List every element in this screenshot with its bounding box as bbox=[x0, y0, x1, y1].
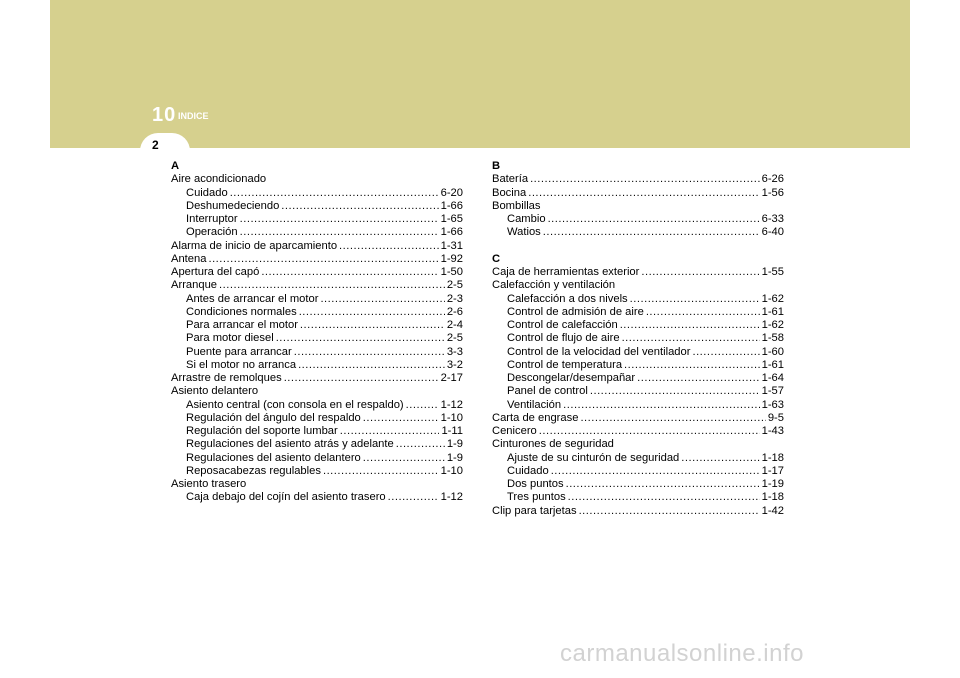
section-letter: B bbox=[492, 160, 501, 172]
index-entry-label: Panel de control bbox=[507, 385, 588, 398]
dot-leader bbox=[530, 173, 760, 186]
index-entry bbox=[171, 253, 463, 266]
index-heading: Cinturones de seguridad bbox=[492, 438, 614, 451]
index-entry-label: Interruptor bbox=[186, 213, 238, 225]
dot-leader bbox=[396, 438, 445, 451]
index-entry-label: Control de calefacción bbox=[507, 319, 618, 331]
index-entry bbox=[171, 319, 463, 332]
dot-leader bbox=[620, 319, 760, 332]
dot-leader bbox=[276, 332, 445, 345]
dot-leader bbox=[363, 452, 445, 465]
index-heading: Bombillas bbox=[492, 199, 541, 212]
dot-leader bbox=[298, 359, 445, 372]
index-entry-page: 3-2 bbox=[446, 358, 463, 371]
index-entry-page: 1-55 bbox=[761, 266, 784, 278]
index-entry-page: 6-33 bbox=[761, 213, 784, 225]
index-entry-label: Operación bbox=[186, 226, 238, 239]
index-entry bbox=[171, 200, 463, 213]
section-letter: C bbox=[492, 252, 501, 265]
index-entry bbox=[492, 226, 784, 239]
index-entry bbox=[492, 266, 784, 279]
index-entry bbox=[492, 385, 784, 398]
dot-leader bbox=[299, 306, 445, 319]
dot-leader bbox=[624, 359, 760, 372]
dot-leader bbox=[284, 372, 439, 385]
index-entry bbox=[171, 346, 463, 359]
index-entry-label: Control de admisión de aire bbox=[507, 305, 644, 318]
index-entry-page: 1-9 bbox=[446, 438, 463, 451]
index-entry-page: 1-92 bbox=[440, 252, 463, 265]
index-entry-page: 2-17 bbox=[440, 372, 463, 384]
dot-leader bbox=[340, 425, 440, 438]
index-entry bbox=[492, 319, 784, 332]
index-entry-label: Bocina bbox=[492, 186, 527, 199]
dot-leader bbox=[548, 213, 760, 226]
dot-leader bbox=[563, 399, 759, 412]
index-entry bbox=[171, 213, 463, 226]
section-letter: A bbox=[171, 160, 180, 172]
dot-leader bbox=[300, 319, 445, 332]
index-entry-page: 1-65 bbox=[440, 213, 463, 225]
index-entry bbox=[492, 187, 784, 200]
index-entry-label: Si el motor no arranca bbox=[186, 358, 297, 371]
chapter-number: 10 bbox=[152, 104, 177, 126]
index-entry bbox=[171, 226, 463, 239]
dot-leader bbox=[208, 253, 438, 266]
dot-leader bbox=[681, 452, 759, 465]
dot-leader bbox=[566, 478, 760, 491]
index-entry bbox=[171, 187, 463, 200]
chapter-title: INDICE bbox=[178, 111, 209, 121]
index-entry-label: Asiento central (con consola en el respaldo) bbox=[186, 398, 404, 411]
index-entry-label: Regulación del ángulo del respaldo bbox=[186, 411, 361, 424]
index-entry-page: 2-6 bbox=[446, 305, 463, 318]
index-entry bbox=[492, 491, 784, 504]
index-entry-page: 1-31 bbox=[440, 239, 463, 252]
index-entry bbox=[171, 465, 463, 478]
dot-leader bbox=[551, 465, 760, 478]
watermark: carmanualsonline.info bbox=[560, 640, 804, 667]
index-entry-label: Cenicero bbox=[492, 425, 537, 437]
index-entry bbox=[171, 412, 463, 425]
index-entry-label: Caja de herramientas exterior bbox=[492, 266, 640, 278]
index-entry-page: 6-40 bbox=[761, 226, 784, 239]
index-entry bbox=[492, 293, 784, 306]
index-entry bbox=[171, 491, 463, 504]
index-heading: Asiento delantero bbox=[171, 385, 259, 398]
index-entry bbox=[171, 359, 463, 372]
index-entry bbox=[492, 306, 784, 319]
index-entry-page: 1-10 bbox=[440, 464, 463, 477]
index-entry-page: 6-26 bbox=[761, 173, 784, 186]
index-entry-label: Antena bbox=[171, 252, 207, 265]
index-entry bbox=[492, 372, 784, 385]
index-entry bbox=[492, 359, 784, 372]
index-entry-label: Caja debajo del cojín del asiento trasero bbox=[186, 491, 386, 504]
index-entry-page: 1-19 bbox=[761, 478, 784, 490]
index-entry-label: Cambio bbox=[507, 213, 546, 225]
index-entry bbox=[171, 279, 463, 292]
index-entry-label: Batería bbox=[492, 173, 529, 186]
index-heading: Calefacción y ventilación bbox=[492, 279, 616, 292]
index-entry-label: Calefacción a dos nivels bbox=[507, 292, 628, 305]
index-entry-page: 1-11 bbox=[441, 425, 463, 437]
index-entry-label: Carta de engrase bbox=[492, 411, 579, 424]
index-entry-label: Cuidado bbox=[507, 464, 549, 477]
dot-leader bbox=[637, 372, 759, 385]
index-entry-label: Arrastre de remolques bbox=[171, 372, 282, 384]
index-entry bbox=[171, 399, 463, 412]
index-entry-page: 1-12 bbox=[440, 491, 463, 504]
dot-leader bbox=[580, 412, 765, 425]
dot-leader bbox=[646, 306, 760, 319]
index-entry-label: Cuidado bbox=[186, 186, 228, 199]
index-entry-page: 1-42 bbox=[761, 504, 784, 517]
index-entry-page: 2-5 bbox=[446, 279, 463, 292]
index-entry bbox=[492, 452, 784, 465]
dot-leader bbox=[261, 266, 438, 279]
dot-leader bbox=[388, 491, 439, 504]
index-entry-label: Para arrancar el motor bbox=[186, 319, 298, 331]
dot-leader bbox=[539, 425, 760, 438]
dot-leader bbox=[240, 213, 439, 226]
index-entry-label: Deshumedeciendo bbox=[186, 199, 280, 212]
dot-leader bbox=[630, 293, 760, 306]
index-entry bbox=[171, 425, 463, 438]
index-entry-page: 2-3 bbox=[446, 292, 463, 305]
index-entry-page: 2-5 bbox=[446, 332, 463, 345]
index-entry-label: Control de temperatura bbox=[507, 358, 623, 371]
index-entry-label: Apertura del capó bbox=[171, 266, 260, 278]
index-entry bbox=[171, 332, 463, 345]
index-entry-page: 1-66 bbox=[440, 226, 463, 239]
dot-leader bbox=[590, 385, 760, 398]
index-entry-page: 1-57 bbox=[761, 385, 784, 398]
dot-leader bbox=[219, 279, 445, 292]
index-entry-page: 1-60 bbox=[761, 345, 784, 358]
index-entry-label: Condiciones normales bbox=[186, 305, 297, 318]
index-heading: Asiento trasero bbox=[171, 478, 247, 490]
index-entry-page: 1-17 bbox=[761, 464, 784, 477]
left-margin bbox=[0, 0, 50, 678]
index-entry-page: 1-18 bbox=[761, 491, 784, 504]
index-entry-page: 1-50 bbox=[440, 266, 463, 278]
index-entry bbox=[171, 372, 463, 385]
index-entry bbox=[492, 173, 784, 186]
dot-leader bbox=[240, 226, 439, 239]
index-entry-page: 1-58 bbox=[761, 332, 784, 345]
index-entry-label: Ventilación bbox=[507, 398, 562, 411]
index-entry bbox=[171, 306, 463, 319]
index-entry bbox=[492, 478, 784, 491]
index-entry bbox=[171, 452, 463, 465]
index-entry-page: 1-43 bbox=[761, 425, 784, 437]
index-entry-label: Control de flujo de aire bbox=[507, 332, 620, 345]
index-entry bbox=[171, 438, 463, 451]
dot-leader bbox=[579, 505, 760, 518]
index-entry bbox=[492, 346, 784, 359]
index-entry-page: 1-63 bbox=[761, 398, 784, 411]
index-entry bbox=[492, 425, 784, 438]
index-entry bbox=[492, 465, 784, 478]
index-entry-label: Watios bbox=[507, 226, 541, 239]
index-entry-label: Ajuste de su cinturón de seguridad bbox=[507, 451, 680, 464]
index-entry-page: 1-9 bbox=[446, 451, 463, 464]
dot-leader bbox=[692, 346, 759, 359]
index-entry-label: Puente para arrancar bbox=[186, 345, 292, 358]
right-margin bbox=[910, 0, 960, 678]
index-entry-label: Control de la velocidad del ventilador bbox=[507, 345, 691, 358]
dot-leader bbox=[323, 465, 439, 478]
index-entry-label: Regulación del soporte lumbar bbox=[186, 425, 338, 437]
index-entry-page: 1-61 bbox=[761, 305, 784, 318]
dot-leader bbox=[622, 332, 760, 345]
index-entry-page: 2-4 bbox=[446, 319, 463, 331]
dot-leader bbox=[568, 491, 760, 504]
section-gap bbox=[492, 240, 784, 253]
index-entry-label: Alarma de inicio de aparcamiento bbox=[171, 239, 338, 252]
dot-leader bbox=[320, 293, 444, 306]
index-entry-label: Regulaciones del asiento atrás y adelante bbox=[186, 438, 394, 451]
index-entry-label: Tres puntos bbox=[507, 491, 566, 504]
index-entry bbox=[171, 293, 463, 306]
index-entry bbox=[171, 240, 463, 253]
dot-leader bbox=[641, 266, 759, 279]
index-column-right bbox=[492, 160, 784, 518]
index-entry-page: 1-56 bbox=[761, 186, 784, 199]
index-entry-label: Dos puntos bbox=[507, 478, 564, 490]
dot-leader bbox=[528, 187, 759, 200]
index-entry-page: 3-3 bbox=[446, 345, 463, 358]
index-entry-label: Antes de arrancar el motor bbox=[186, 292, 319, 305]
header-band bbox=[0, 0, 960, 148]
index-entry bbox=[171, 266, 463, 279]
index-entry bbox=[492, 213, 784, 226]
index-entry-page: 1-12 bbox=[440, 398, 463, 411]
index-entry-label: Clip para tarjetas bbox=[492, 504, 577, 517]
index-entry bbox=[492, 399, 784, 412]
index-entry-page: 1-66 bbox=[440, 199, 463, 212]
index-entry-page: 6-20 bbox=[440, 186, 463, 199]
index-entry bbox=[492, 412, 784, 425]
index-entry-page: 1-62 bbox=[761, 319, 784, 331]
index-entry-label: Arranque bbox=[171, 279, 218, 292]
dot-leader bbox=[339, 240, 439, 253]
index-entry bbox=[492, 332, 784, 345]
dot-leader bbox=[281, 200, 438, 213]
index-entry bbox=[492, 505, 784, 518]
page-number: 2 bbox=[152, 138, 159, 152]
index-entry-label: Reposacabezas regulables bbox=[186, 464, 321, 477]
dot-leader bbox=[294, 346, 445, 359]
index-entry-page: 1-62 bbox=[761, 292, 784, 305]
index-entry-label: Regulaciones del asiento delantero bbox=[186, 451, 361, 464]
page-number-tab bbox=[140, 133, 190, 163]
index-entry-page: 1-61 bbox=[761, 358, 784, 371]
index-entry-page: 9-5 bbox=[767, 411, 784, 424]
dot-leader bbox=[406, 399, 439, 412]
index-entry-page: 1-18 bbox=[761, 451, 784, 464]
dot-leader bbox=[543, 226, 760, 239]
index-column-left bbox=[171, 160, 463, 505]
dot-leader bbox=[230, 187, 439, 200]
index-entry-page: 1-64 bbox=[761, 372, 784, 384]
index-entry-page: 1-10 bbox=[440, 411, 463, 424]
dot-leader bbox=[363, 412, 439, 425]
index-entry-label: Para motor diesel bbox=[186, 332, 274, 345]
index-entry-label: Descongelar/desempañar bbox=[507, 372, 636, 384]
index-heading: Aire acondicionado bbox=[171, 173, 267, 186]
